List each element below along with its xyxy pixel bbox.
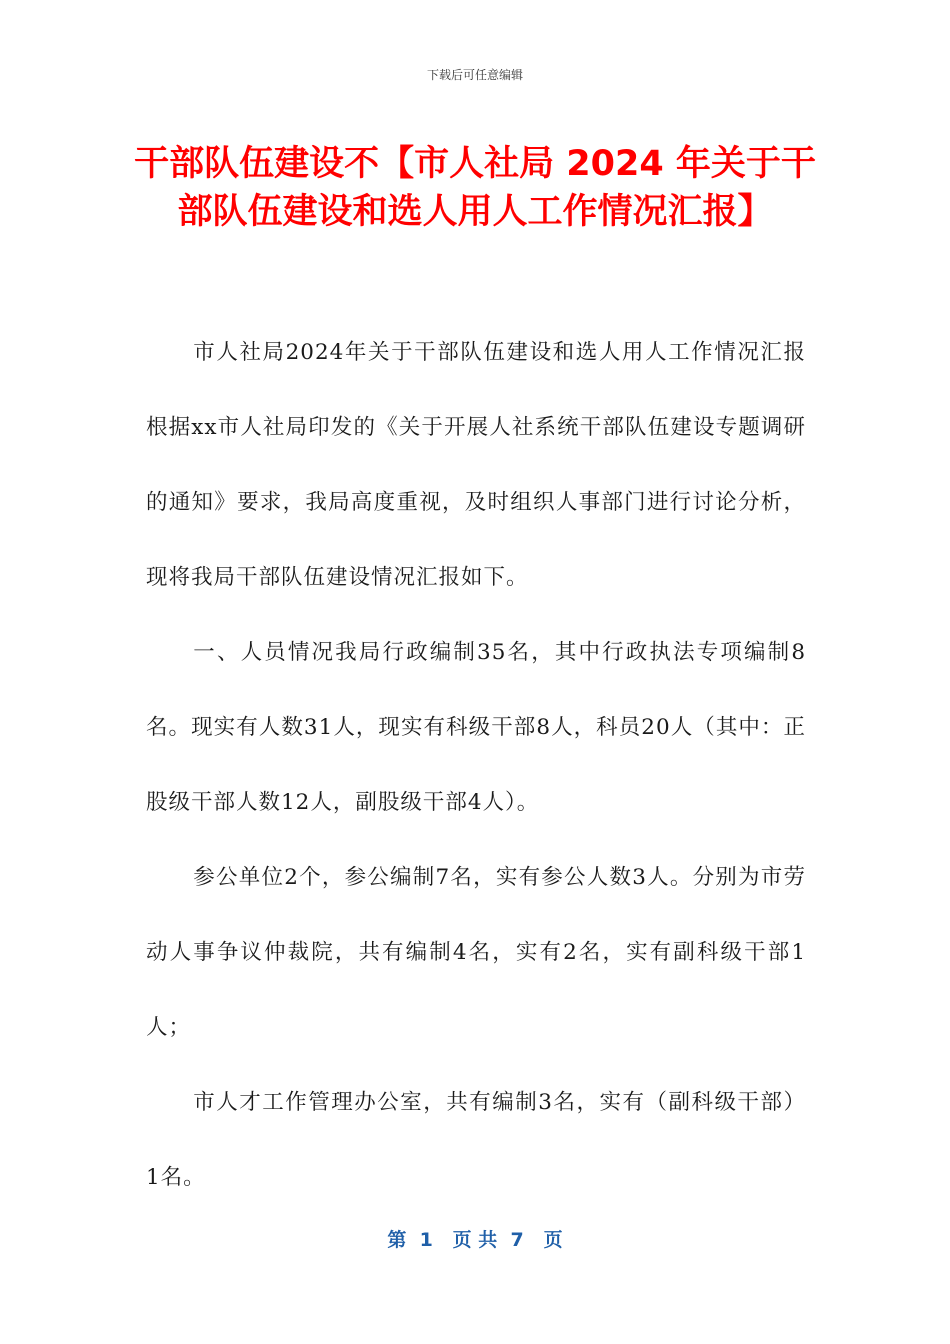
page-header-note: 下载后可任意编辑 — [426, 68, 523, 82]
paragraph: 一、人员情况我局行政编制35名，其中行政执法专项编制8名。现实有人数31人，现实有科级干部8人，科员20人（其中：正股级干部人数12人，副股级干部4人）。 — [146, 640, 806, 815]
document-body — [146, 315, 806, 1215]
document-title — [110, 140, 840, 236]
paragraph: 市人社局2024年关于干部队伍建设和选人用人工作情况汇报根据xx市人社局印发的《关于开展人社系统干部队伍建设专题调研的通知》要求，我局高度重视，及时组织人事部门进行讨论分析，现将我局干部队伍建设情况汇报如下。 — [146, 340, 806, 590]
paragraph: 参公单位2个，参公编制7名，实有参公人数3人。分别为市劳动人事争议仲裁院，共有编制4名，实有2名，实有副科级干部1人； — [146, 865, 806, 1040]
title-line-2: 部队伍建设和选人用人工作情况汇报】 — [177, 192, 773, 232]
title-line-1: 干部队伍建设不【市人社局 2024 年关于干 — [134, 144, 816, 184]
paragraph: 市人才工作管理办公室，共有编制3名，实有（副科级干部）1名。 — [146, 1090, 806, 1190]
page-number-footer: 第 1 页 共 7 页 — [387, 1229, 563, 1251]
